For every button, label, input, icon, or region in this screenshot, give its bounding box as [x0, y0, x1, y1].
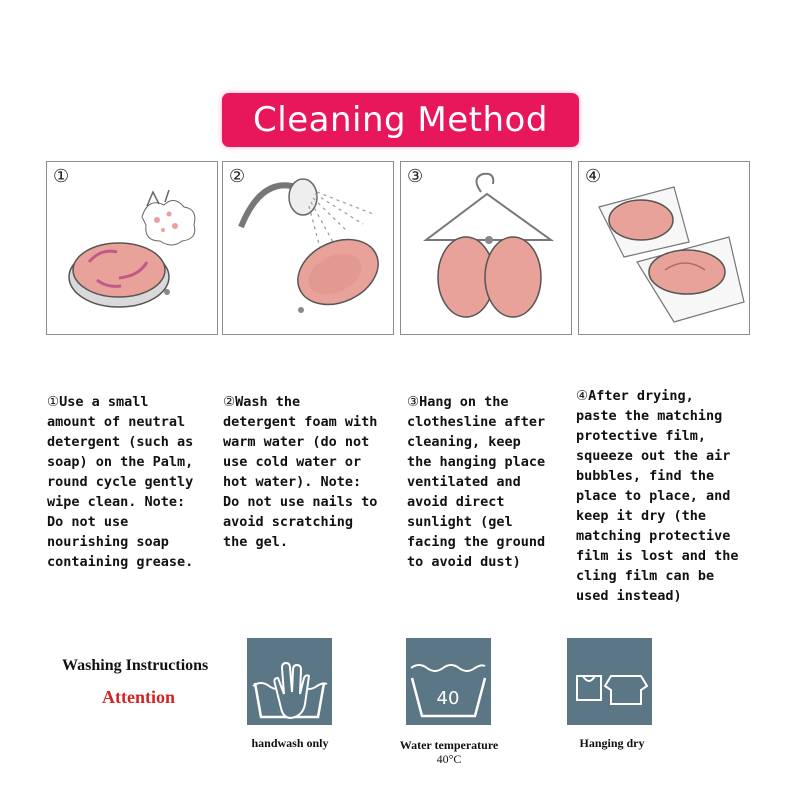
illustration-protective-film: [579, 162, 751, 336]
temperature-value: 40: [436, 688, 460, 709]
attention-label: Attention: [102, 687, 175, 707]
step-text-3: [407, 392, 545, 572]
step-line: detergent foam with: [223, 414, 378, 430]
step-line: Wash the: [235, 394, 301, 410]
panel-number: ①: [53, 166, 70, 187]
handwash-caption: handwash only: [251, 736, 329, 750]
step-line: Do not use nails to: [223, 494, 378, 510]
step-line: used instead): [576, 588, 682, 604]
step-line: cling film can be: [576, 568, 715, 584]
step-line: bubbles, find the: [576, 468, 715, 484]
step-line: hot water). Note:: [223, 474, 362, 490]
step-panel-4: [578, 161, 750, 335]
step-line: paste the matching: [576, 408, 723, 424]
hanging-dry-icon: [567, 638, 652, 725]
step-line: clothesline after: [407, 414, 546, 430]
step-line: to avoid dust): [407, 554, 521, 570]
illustration-shower-rinse: [223, 162, 395, 336]
step-number: ④: [576, 388, 589, 404]
step-line: Do not use: [47, 514, 129, 530]
panel-number: ④: [585, 166, 602, 187]
step-panel-3: [400, 161, 572, 335]
step-text-4: [576, 386, 739, 606]
washing-instructions-title: Washing Instructions: [62, 657, 209, 674]
step-number: ①: [47, 394, 60, 410]
step-line: place to place, and: [576, 488, 731, 504]
step-line: Use a small: [59, 394, 149, 410]
step-line: film is lost and the: [576, 548, 739, 564]
step-line: use cold water or: [223, 454, 362, 470]
water-temperature-value: 40°C: [436, 752, 462, 766]
step-panel-1: [46, 161, 218, 335]
step-line: avoid direct: [407, 494, 505, 510]
step-text-2: [223, 392, 377, 552]
panel-number: ②: [229, 166, 246, 187]
step-line: protective film,: [576, 428, 707, 444]
water-temperature-caption: Water temperature: [399, 738, 499, 752]
step-line: matching protective: [576, 528, 731, 544]
step-line: nourishing soap: [47, 534, 169, 550]
step-text-1: [47, 392, 193, 572]
illustration-wipe-pad: [47, 162, 219, 336]
step-line: cleaning, keep: [407, 434, 521, 450]
banner-title: Cleaning Method: [253, 100, 548, 140]
step-line: warm water (do not: [223, 434, 370, 450]
step-line: the hanging place: [407, 454, 546, 470]
panel-number: ③: [407, 166, 424, 187]
hanging-dry-caption: Hanging dry: [579, 736, 645, 750]
step-line: squeeze out the air: [576, 448, 731, 464]
step-line: containing grease.: [47, 554, 194, 570]
water-temperature-icon: [406, 638, 491, 725]
step-line: After drying,: [588, 388, 694, 404]
step-line: ventilated and: [407, 474, 521, 490]
step-line: sunlight (gel: [407, 514, 513, 530]
step-line: detergent (such as: [47, 434, 194, 450]
step-line: round cycle gently: [47, 474, 194, 490]
step-line: wipe clean. Note:: [47, 494, 186, 510]
step-panel-2: [222, 161, 394, 335]
title-banner: [222, 93, 579, 147]
step-line: avoid scratching: [223, 514, 354, 530]
step-number: ③: [407, 394, 420, 410]
illustration-hanger-dry: [401, 162, 573, 336]
handwash-icon: [247, 638, 332, 725]
step-number: ②: [223, 394, 236, 410]
step-line: amount of neutral: [47, 414, 186, 430]
step-line: Hang on the: [419, 394, 509, 410]
step-line: keep it dry (the: [576, 508, 707, 524]
step-line: soap) on the Palm,: [47, 454, 194, 470]
step-line: the gel.: [223, 534, 289, 550]
step-line: facing the ground: [407, 534, 546, 550]
